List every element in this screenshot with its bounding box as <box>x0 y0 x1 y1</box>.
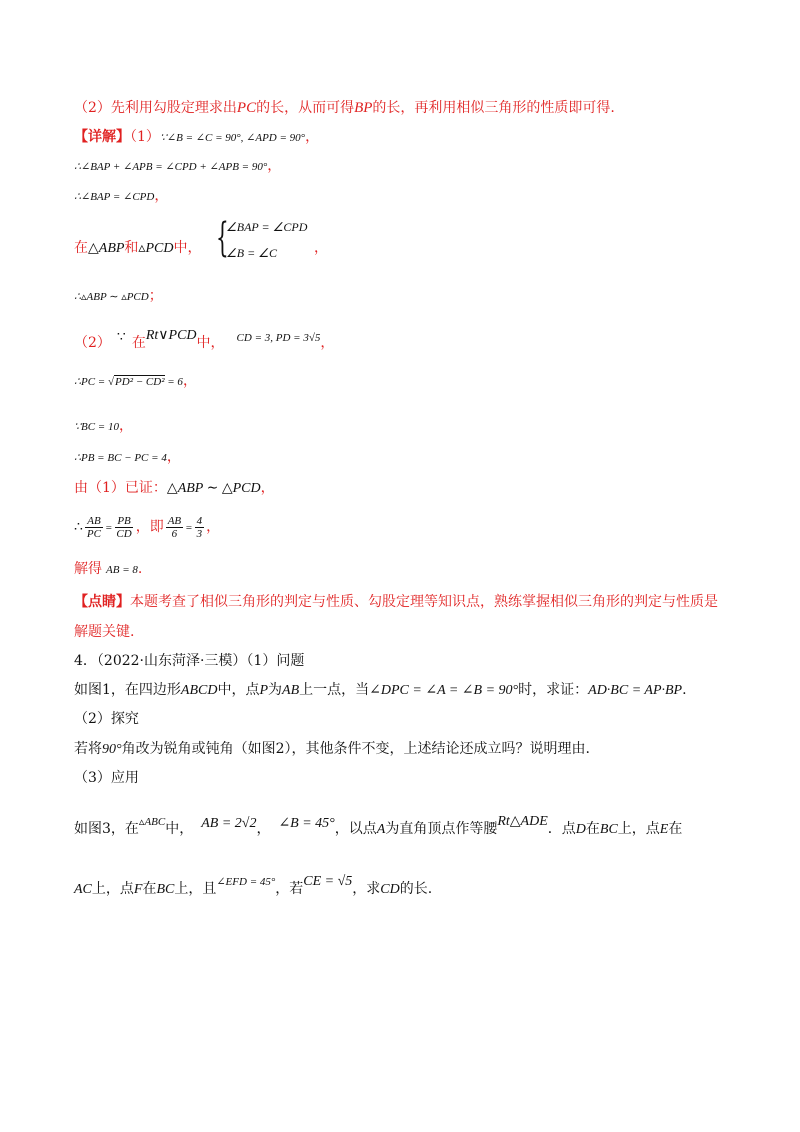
math-expression: = 6 <box>164 376 183 388</box>
hint-text: 的长，再利用相似三角形的性质即可得. <box>372 100 615 116</box>
math-expression: ∵BC = 10 <box>74 421 119 433</box>
text: 在 <box>74 240 88 256</box>
punctuation: ， <box>166 449 181 465</box>
detail-tag: 【详解】 <box>74 129 130 145</box>
punctuation: ， <box>182 373 197 389</box>
comment-line-1 <box>74 592 718 612</box>
question-4-part-3-title: （3）应用 <box>74 770 139 786</box>
fraction-ab-6: $\frac{AB}{6}$ <box>167 514 182 540</box>
question-4-part-2: 若将90°角改为锐角或钝角（如图2），其他条件不变，上述结论还成立吗？说明理由. <box>74 741 590 757</box>
equation-1: ∠BAP = ∠CPD <box>226 220 308 234</box>
radicand: PD² − CD² <box>115 376 165 388</box>
detail-line-3 <box>74 186 168 207</box>
math-expression: ∴PC = <box>74 376 108 388</box>
text: 中， <box>196 335 225 351</box>
question-4-part-2-title: （2）探究 <box>74 711 139 727</box>
question-4-part-3-line-1: 如图3，在$^{▵ABC}$中， AB = 2√2， ∠B = 45°，以点A为直角顶点作等腰Rt△ADE．点D在BC上，点E在 <box>74 814 683 837</box>
equation-2: ∠B = ∠C <box>226 246 277 260</box>
punctuation: ， <box>118 418 133 434</box>
triangle-abp: △ABP <box>88 241 125 256</box>
punctuation: ， <box>206 519 221 535</box>
detail-line-11: ∴ $\frac{AB}{PC}$ = $\frac{PB}{CD}$ ，即 $\frac{AB}{6}$ = $\frac{4}{3}$ ， <box>74 514 221 540</box>
because-symbol: ∵ <box>116 329 126 345</box>
punctuation: ， <box>267 158 282 174</box>
detail-line-2 <box>74 156 281 177</box>
right-triangle-pcd: Rt∨PCD <box>145 328 197 343</box>
part-number: （2） <box>74 335 111 351</box>
math-expression: ∴PB = BC − PC = 4 <box>74 452 167 464</box>
math-expression: ∴∠BAP = ∠CPD <box>74 191 155 203</box>
math-expression: AB = 8 <box>106 564 138 576</box>
math-expression: ∵∠B = ∠C = 90°, ∠APD = 90° <box>159 132 306 144</box>
fraction-ab-pc: $\frac{AB}{PC}$ <box>86 514 101 540</box>
detail-line-5 <box>74 286 163 307</box>
text: 由（1）已证： <box>74 480 167 496</box>
hint-text: （2）先利用勾股定理求出 <box>74 100 237 116</box>
detail-line-9 <box>74 447 181 468</box>
text: 和 <box>124 240 139 256</box>
triangle-pcd: ▵PCD <box>138 241 174 256</box>
punctuation: . <box>137 561 143 577</box>
comment-text: 本题考查了相似三角形的判定与性质、勾股定理等知识点，熟练掌握相似三角形的判定与性质是 <box>130 594 718 610</box>
condition-expression: ∠DPC = ∠A = ∠B = 90° <box>369 683 519 698</box>
var-bp: BP <box>354 100 373 116</box>
text: 在 <box>131 335 146 351</box>
detail-line-7: ∴PC = √PD² − CD² = 6， <box>74 373 197 389</box>
punctuation: ， <box>305 129 320 145</box>
detail-line-6 <box>74 326 334 353</box>
text: 解得 <box>74 561 102 577</box>
conclusion-expression: AD·BC = AP·BP <box>588 683 683 698</box>
punctuation: ， <box>154 188 169 204</box>
fraction-pb-cd: $\frac{PB}{CD}$ <box>116 514 132 540</box>
text: ，即 <box>135 519 164 535</box>
math-expression: ∴▵ABP ∼ ▵PCD <box>74 291 149 303</box>
punctuation: ； <box>148 288 163 304</box>
punctuation: ， <box>314 240 328 256</box>
comment-line-2: 解题关键. <box>74 624 135 640</box>
math-expression: ∴∠BAP + ∠APB = ∠CPD + ∠APB = 90° <box>74 161 268 173</box>
hint-text: 的长，从而可得 <box>256 100 355 116</box>
detail-line-10 <box>74 478 275 499</box>
punctuation: ， <box>260 480 275 496</box>
question-4-part-1: 如图1，在四边形ABCD中，点P为AB上一点，当∠DPC = ∠A = ∠B = 90°时，求证：AD·BC = AP·BP. <box>74 682 687 698</box>
var-pc: PC <box>236 100 257 116</box>
hint-line-2 <box>74 98 615 118</box>
detail-line-12 <box>74 559 142 580</box>
question-4-part-3-line-2: AC上，点F在BC上，且$^{\angle EFD = 45^\circ}$，若CE = √5，求CD的长. <box>74 874 433 897</box>
comment-tag: 【点睛】 <box>74 594 130 610</box>
part-number: （1） <box>130 129 160 145</box>
detail-line-1 <box>74 127 319 148</box>
punctuation: ， <box>320 335 335 351</box>
text: 中， <box>173 240 202 256</box>
question-4-header: 4．（2022·山东菏泽·三模）（1）问题 <box>74 653 305 669</box>
given-values: CD = 3, PD = 3√5 <box>236 332 321 344</box>
left-brace: { <box>216 215 229 261</box>
fraction-4-3: $\frac{4}{3}$ <box>196 514 203 540</box>
equation-system <box>226 214 307 266</box>
math-expression: △ABP ∼ △PCD <box>166 481 261 496</box>
detail-line-4 <box>74 238 201 259</box>
detail-line-8 <box>74 416 133 437</box>
therefore-symbol: ∴ <box>74 519 83 535</box>
